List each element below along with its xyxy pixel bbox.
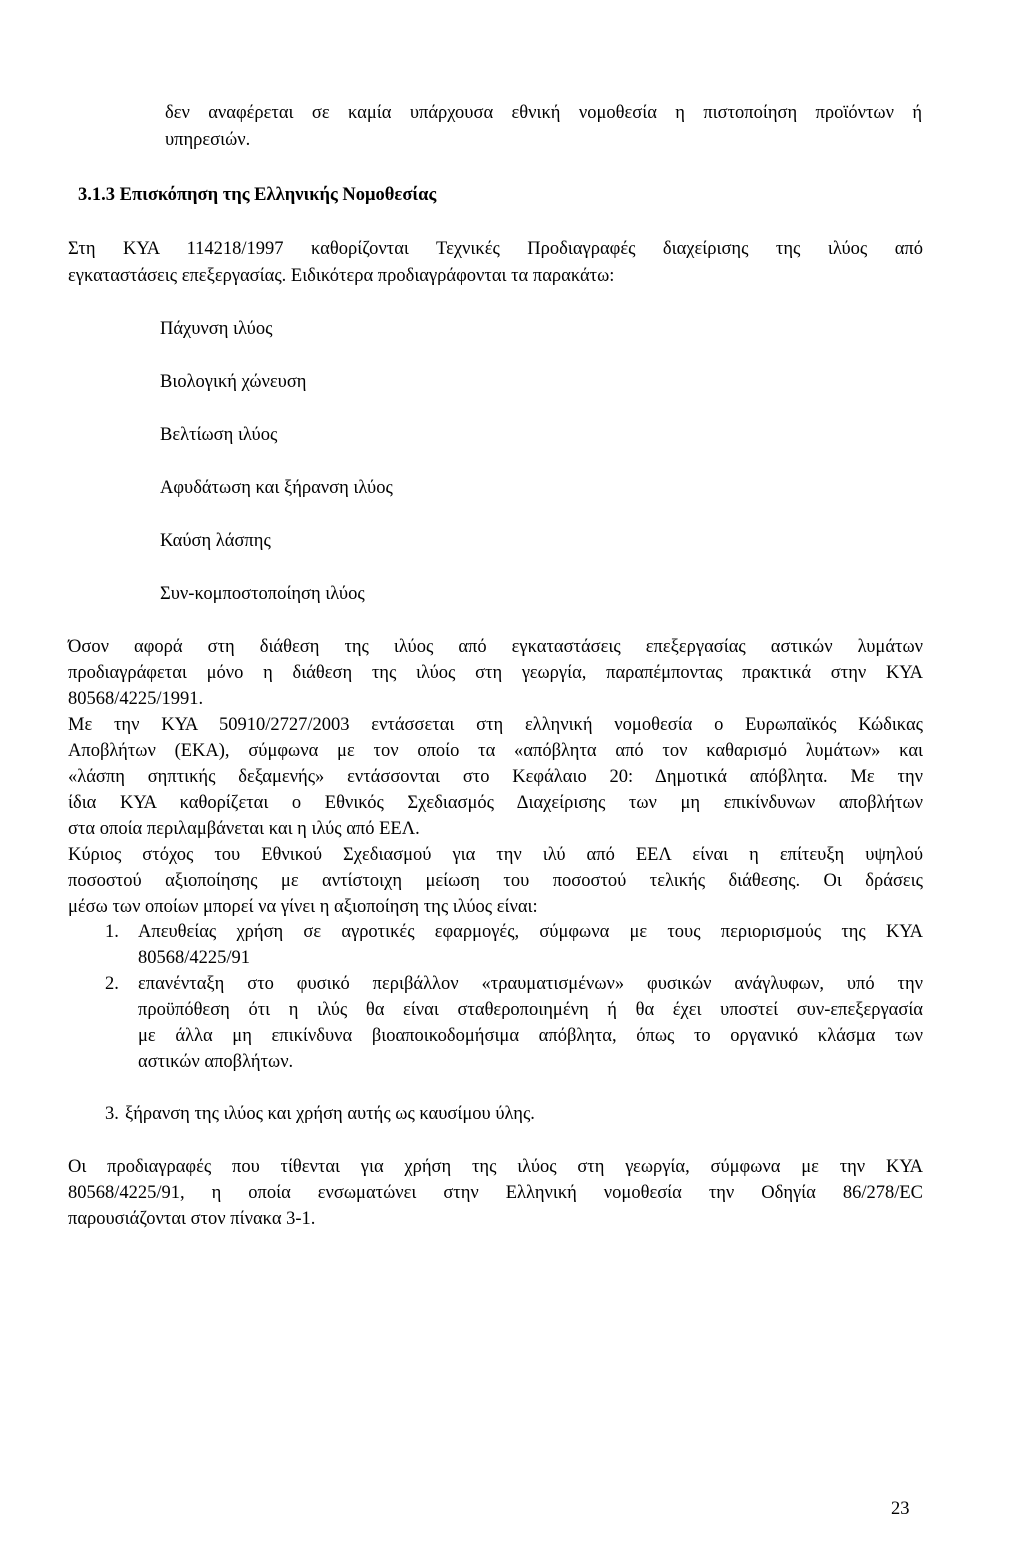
disposal-paragraph-line-1: Όσον αφορά στη διάθεση της ιλύος από εγκαταστάσεις επεξεργασίας αστικών λυμάτων [68, 637, 923, 657]
kya-paragraph-line-2: εγκαταστάσεις επεξεργασίας. Ειδικότερα προδιαγράφονται τα παρακάτω: [68, 266, 615, 286]
spec-item: Βιολογική χώνευση [160, 372, 307, 392]
list-item-number: 1. [105, 922, 119, 942]
intro-line-1: δεν αναφέρεται σε καμία υπάρχουσα εθνική νομοθεσία η πιστοποίηση προϊόντων ή [165, 103, 922, 123]
disposal-paragraph-line-3: 80568/4225/1991. [68, 689, 204, 709]
list-item-text: επανένταξη στο φυσικό περιβάλλον «τραυματισμένων» φυσικών ανάγλυφων, υπό την [138, 974, 923, 994]
eka-paragraph-line-5: στα οποία περιλαμβάνεται και η ιλύς από ΕΕΛ. [68, 819, 420, 839]
list-item-number: 3. [105, 1104, 119, 1124]
list-item-text: ξήρανση της ιλύος και χρήση αυτής ως καυσίμου ύλης. [125, 1104, 535, 1124]
disposal-paragraph-line-2: προδιαγράφεται μόνο η διάθεση της ιλύος στη γεωργία, παραπέμποντας πρακτικά στην ΚΥΑ [68, 663, 923, 683]
eka-paragraph-line-1: Με την ΚΥΑ 50910/2727/2003 εντάσσεται στη ελληνική νομοθεσία ο Ευρωπαϊκός Κώδικας [68, 715, 923, 735]
spec-item: Βελτίωση ιλύος [160, 425, 278, 445]
list-item-text: προϋπόθεση ότι η ιλύς θα είναι σταθεροποιημένη ή θα έχει υποστεί συν-επεξεργασία [138, 1000, 923, 1020]
final-paragraph-line-1: Οι προδιαγραφές που τίθενται για χρήση της ιλύος στη γεωργία, σύμφωνα με την ΚΥΑ [68, 1157, 923, 1177]
intro-line-2: υπηρεσιών. [165, 130, 251, 150]
eka-paragraph-line-3: «λάσπη σηπτικής δεξαμενής» εντάσσονται στο Κεφάλαιο 20: Δημοτικά απόβλητα. Με την [68, 767, 923, 787]
final-paragraph-line-2: 80568/4225/91, η οποία ενσωματώνει στην Ελληνική νομοθεσία την Οδηγία 86/278/ΕC [68, 1183, 923, 1203]
list-item-number: 2. [105, 974, 119, 994]
list-item-text: με άλλα μη επικίνδυνα βιοαποικοδομήσιμα απόβλητα, όπως το οργανικό κλάσμα των [138, 1026, 923, 1046]
goal-paragraph-line-3: μέσω των οποίων μπορεί να γίνει η αξιοποίηση της ιλύος είναι: [68, 897, 538, 917]
kya-paragraph-line-1: Στη ΚΥΑ 114218/1997 καθορίζονται Τεχνικές Προδιαγραφές διαχείρισης της ιλύος από [68, 239, 923, 259]
spec-item: Καύση λάσπης [160, 531, 271, 551]
list-item-text: Απευθείας χρήση σε αγροτικές εφαρμογές, σύμφωνα με τους περιορισμούς της ΚΥΑ [138, 922, 923, 942]
spec-item: Συν-κομποστοποίηση ιλύος [160, 584, 365, 604]
list-item-text: 80568/4225/91 [138, 948, 251, 968]
spec-item: Αφυδάτωση και ξήρανση ιλύος [160, 478, 393, 498]
final-paragraph-line-3: παρουσιάζονται στον πίνακα 3-1. [68, 1209, 316, 1229]
goal-paragraph-line-2: ποσοστού αξιοποίησης με αντίστοιχη μείωση του ποσοστού τελικής διάθεσης. Οι δράσεις [68, 871, 923, 891]
section-heading: 3.1.3 Επισκόπηση της Ελληνικής Νομοθεσίας [78, 185, 437, 205]
list-item-text: αστικών αποβλήτων. [138, 1052, 294, 1072]
goal-paragraph-line-1: Κύριος στόχος του Εθνικού Σχεδιασμού για την ιλύ από ΕΕΛ είναι η επίτευξη υψηλού [68, 845, 923, 865]
eka-paragraph-line-4: ίδια ΚΥΑ καθορίζεται ο Εθνικός Σχεδιασμός Διαχείρισης των μη επικίνδυνων αποβλήτων [68, 793, 923, 813]
page-number: 23 [891, 1499, 910, 1519]
spec-item: Πάχυνση ιλύος [160, 319, 273, 339]
eka-paragraph-line-2: Αποβλήτων (ΕΚΑ), σύμφωνα με τον οποίο τα «απόβλητα από τον καθαρισμό λυμάτων» και [68, 741, 923, 761]
